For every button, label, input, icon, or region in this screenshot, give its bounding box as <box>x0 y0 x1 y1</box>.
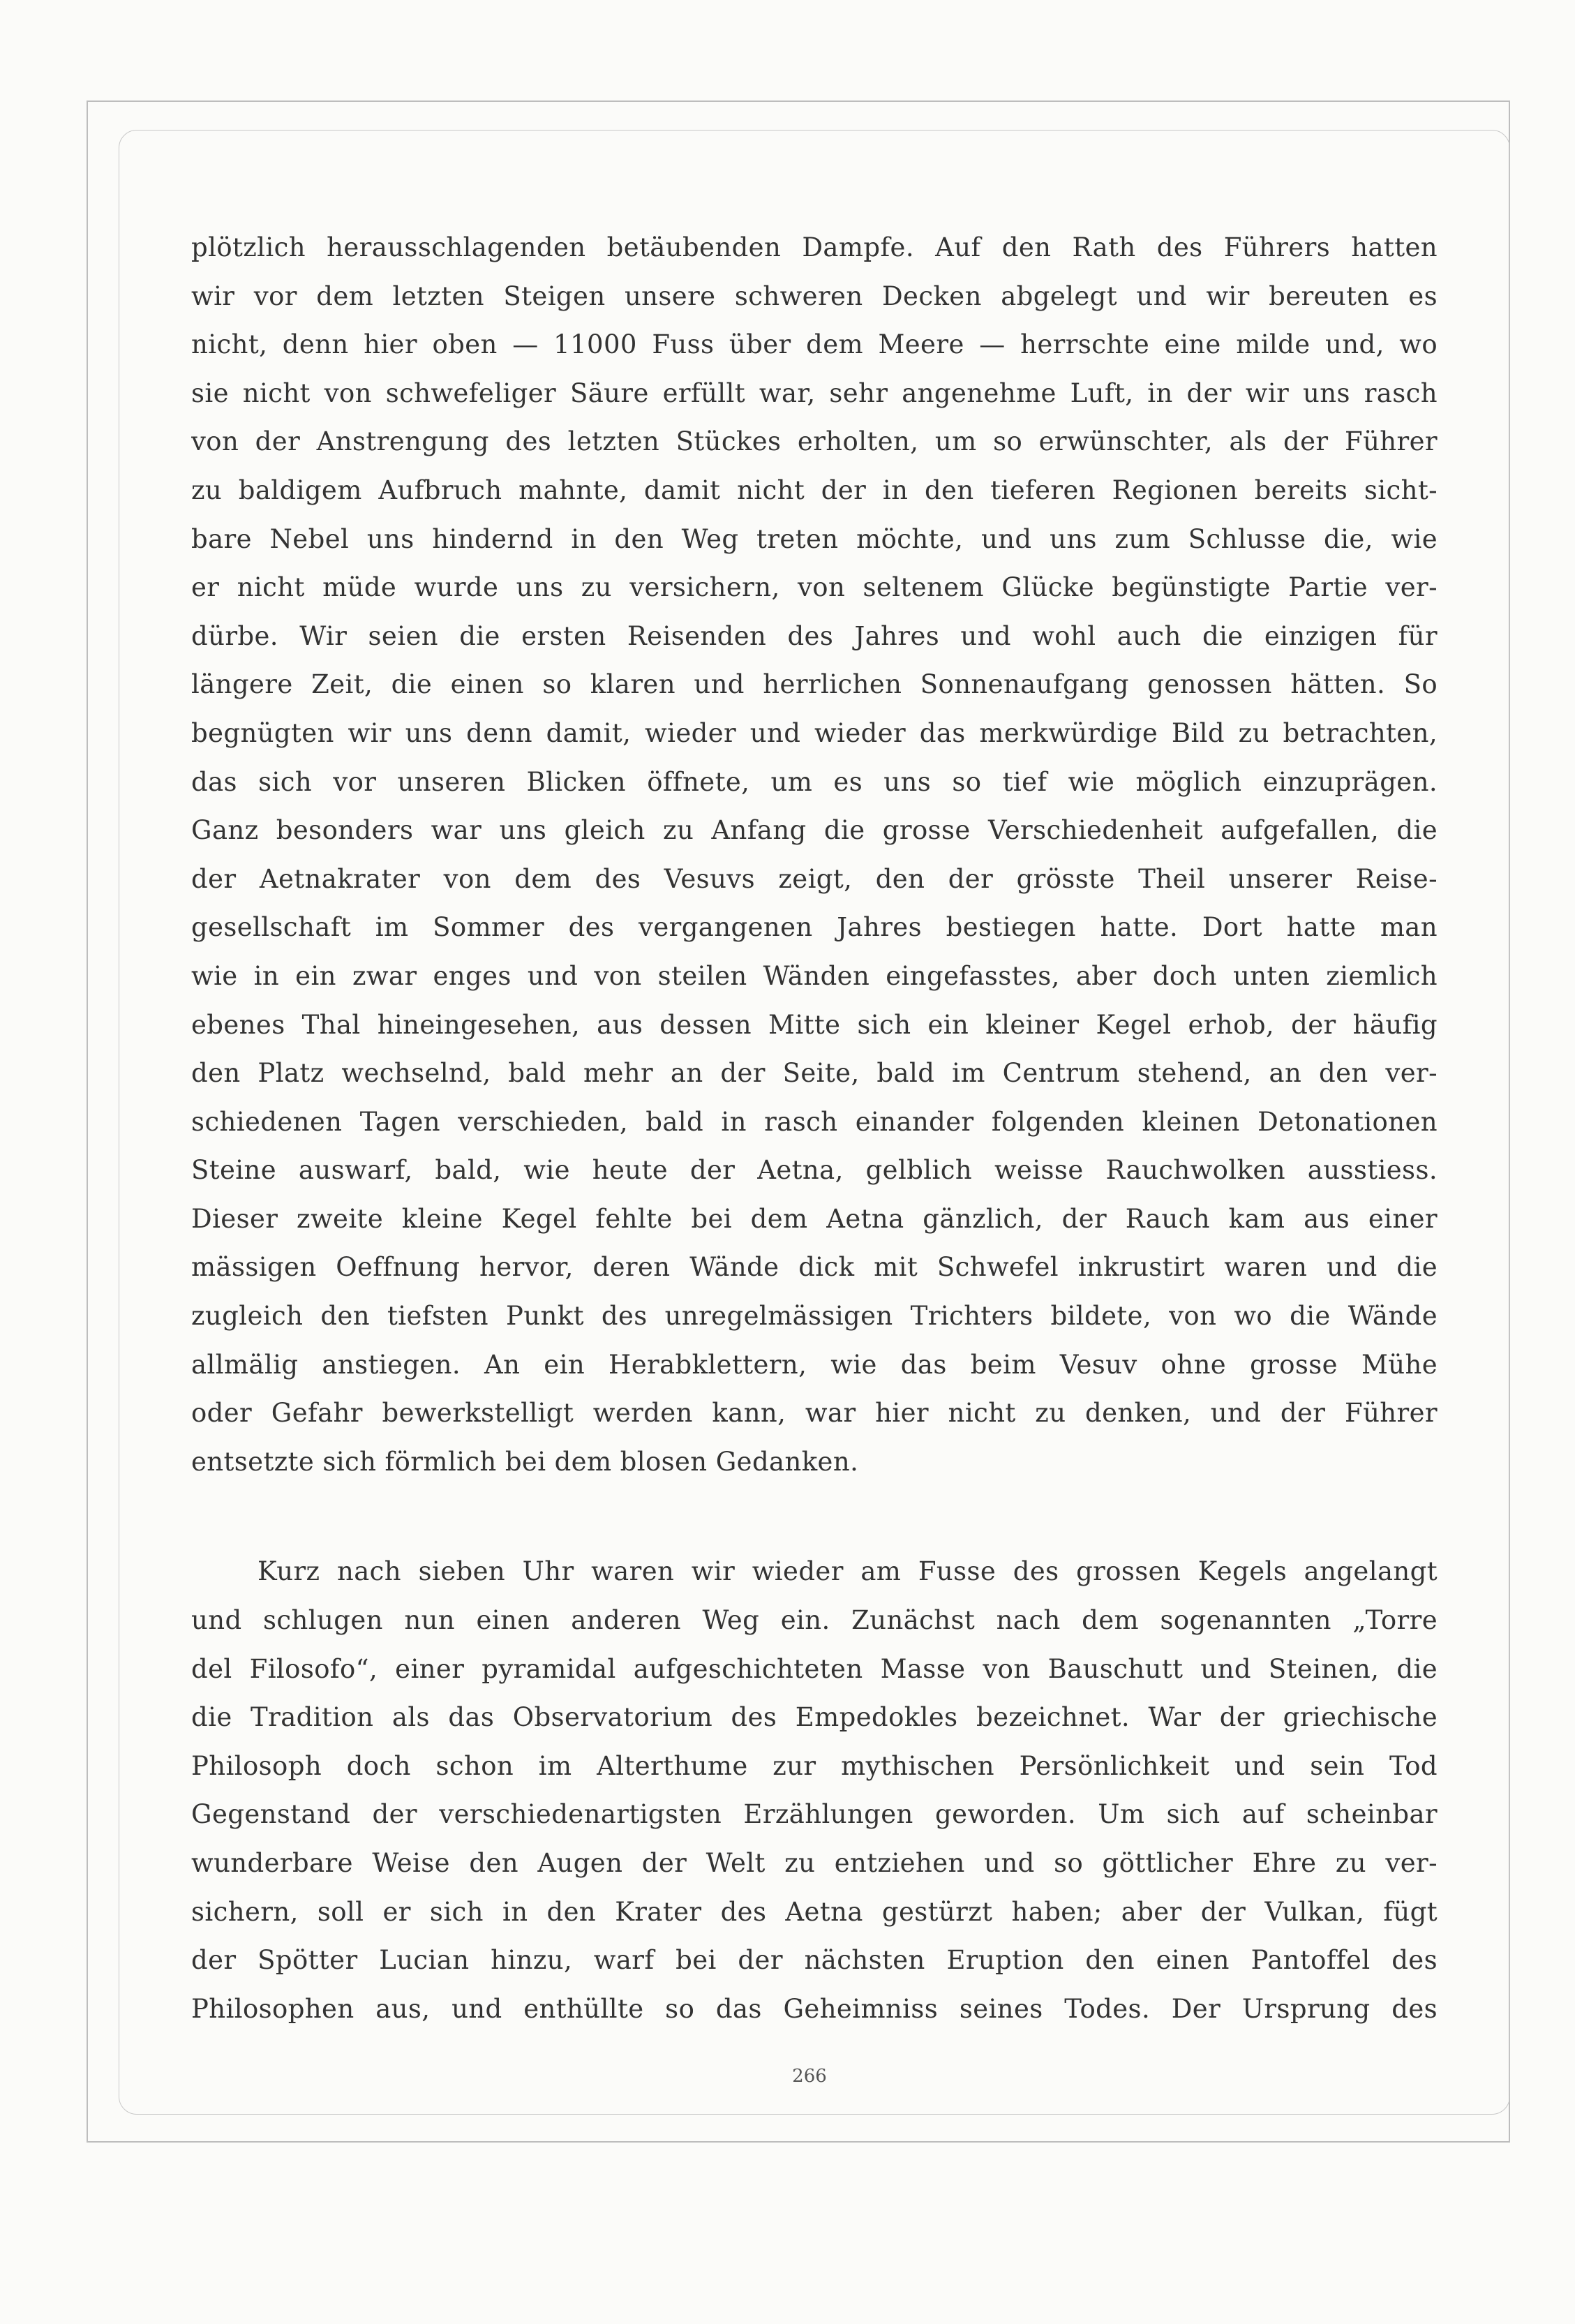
text-line: und schlugen nun einen anderen Weg ein. Zunächst nach dem sogenannten „Torre <box>191 1605 1438 1636</box>
text-line: die Tradition als das Observatorium des Empedokles bezeichnet. War der griechische <box>191 1702 1438 1733</box>
text-line: längere Zeit, die einen so klaren und herrlichen Sonnenaufgang genossen hätten. So <box>191 669 1438 700</box>
text-line: zugleich den tiefsten Punkt des unregelmässigen Trichters bildete, von wo die Wände <box>191 1301 1438 1332</box>
text-line: dürbe. Wir seien die ersten Reisenden des Jahres und wohl auch die einzigen für <box>191 620 1438 651</box>
paragraph-gap <box>191 1486 1438 1547</box>
text-line: Dieser zweite kleine Kegel fehlte bei dem Aetna gänzlich, der Rauch kam aus einer <box>191 1203 1438 1234</box>
text-line: del Filosofo“, einer pyramidal aufgeschichteten Masse von Bauschutt und Steinen, die <box>191 1653 1438 1684</box>
text-line: Ganz besonders war uns gleich zu Anfang die grosse Verschiedenheit aufgefallen, die <box>191 815 1438 846</box>
paragraph-2 <box>191 1547 1438 2033</box>
text-line: von der Anstrengung des letzten Stückes erholten, um so erwünschter, als der Führer <box>191 426 1438 457</box>
text-line: entsetzte sich förmlich bei dem blosen Gedanken. <box>191 1446 859 1477</box>
text-line: schiedenen Tagen verschieden, bald in rasch einander folgenden kleinen Detonationen <box>191 1106 1438 1137</box>
text-line: begnügten wir uns denn damit, wieder und wieder das merkwürdige Bild zu betrachten, <box>191 717 1438 748</box>
text-line: nicht, denn hier oben — 11000 Fuss über dem Meere — herrschte eine milde und, wo <box>191 329 1438 360</box>
text-line: oder Gefahr bewerkstelligt werden kann, war hier nicht zu denken, und der Führer <box>191 1398 1438 1429</box>
text-line: mässigen Oeffnung hervor, deren Wände dick mit Schwefel inkrustirt waren und die <box>191 1252 1438 1283</box>
text-line: plötzlich herausschlagenden betäubenden Dampfe. Auf den Rath des Führers hatten <box>191 232 1438 262</box>
text-line: wie in ein zwar enges und von steilen Wänden eingefasstes, aber doch unten ziemlich <box>191 960 1438 991</box>
body-text <box>191 223 1438 2033</box>
text-line: Gegenstand der verschiedenartigsten Erzählungen geworden. Um sich auf scheinbar <box>191 1799 1438 1830</box>
text-line: allmälig anstiegen. An ein Herabklettern, wie das beim Vesuv ohne grosse Mühe <box>191 1349 1438 1380</box>
text-line: Philosoph doch schon im Alterthume zur mythischen Persönlichkeit und sein Tod <box>191 1750 1438 1781</box>
text-line: Philosophen aus, und enthüllte so das Geheimniss seines Todes. Der Ursprung des <box>191 1993 1438 2024</box>
text-line: der Aetnakrater von dem des Vesuvs zeigt, den der grösste Theil unserer Reise- <box>191 863 1438 894</box>
page-number: 266 <box>792 2066 827 2087</box>
text-line: wir vor dem letzten Steigen unsere schweren Decken abgelegt und wir bereuten es <box>191 281 1438 311</box>
text-line: sie nicht von schwefeliger Säure erfüllt war, sehr angenehme Luft, in der wir uns rasch <box>191 378 1438 408</box>
text-line: zu baldigem Aufbruch mahnte, damit nicht der in den tieferen Regionen bereits sicht- <box>191 475 1438 505</box>
text-line: er nicht müde wurde uns zu versichern, von seltenem Glücke begünstigte Partie ver- <box>191 572 1438 603</box>
text-line: das sich vor unseren Blicken öffnete, um es uns so tief wie möglich einzuprägen. <box>191 766 1438 797</box>
text-line: Steine auswarf, bald, wie heute der Aetna, gelblich weisse Rauchwolken ausstiess. <box>191 1155 1438 1186</box>
text-line: gesellschaft im Sommer des vergangenen Jahres bestiegen hatte. Dort hatte man <box>191 912 1438 943</box>
paragraph-1 <box>191 223 1438 1486</box>
text-line: sichern, soll er sich in den Krater des Aetna gestürzt haben; aber der Vulkan, fügt <box>191 1896 1438 1927</box>
text-line: bare Nebel uns hindernd in den Weg treten möchte, und uns zum Schlusse die, wie <box>191 523 1438 554</box>
text-line: den Platz wechselnd, bald mehr an der Seite, bald im Centrum stehend, an den ver- <box>191 1058 1438 1089</box>
text-line: Kurz nach sieben Uhr waren wir wieder am Fusse des grossen Kegels angelangt <box>257 1556 1438 1587</box>
text-line: wunderbare Weise den Augen der Welt zu entziehen und so göttlicher Ehre zu ver- <box>191 1848 1438 1878</box>
text-line: der Spötter Lucian hinzu, warf bei der nächsten Eruption den einen Pantoffel des <box>191 1945 1438 1976</box>
text-line: ebenes Thal hineingesehen, aus dessen Mitte sich ein kleiner Kegel erhob, der häufig <box>191 1009 1438 1040</box>
